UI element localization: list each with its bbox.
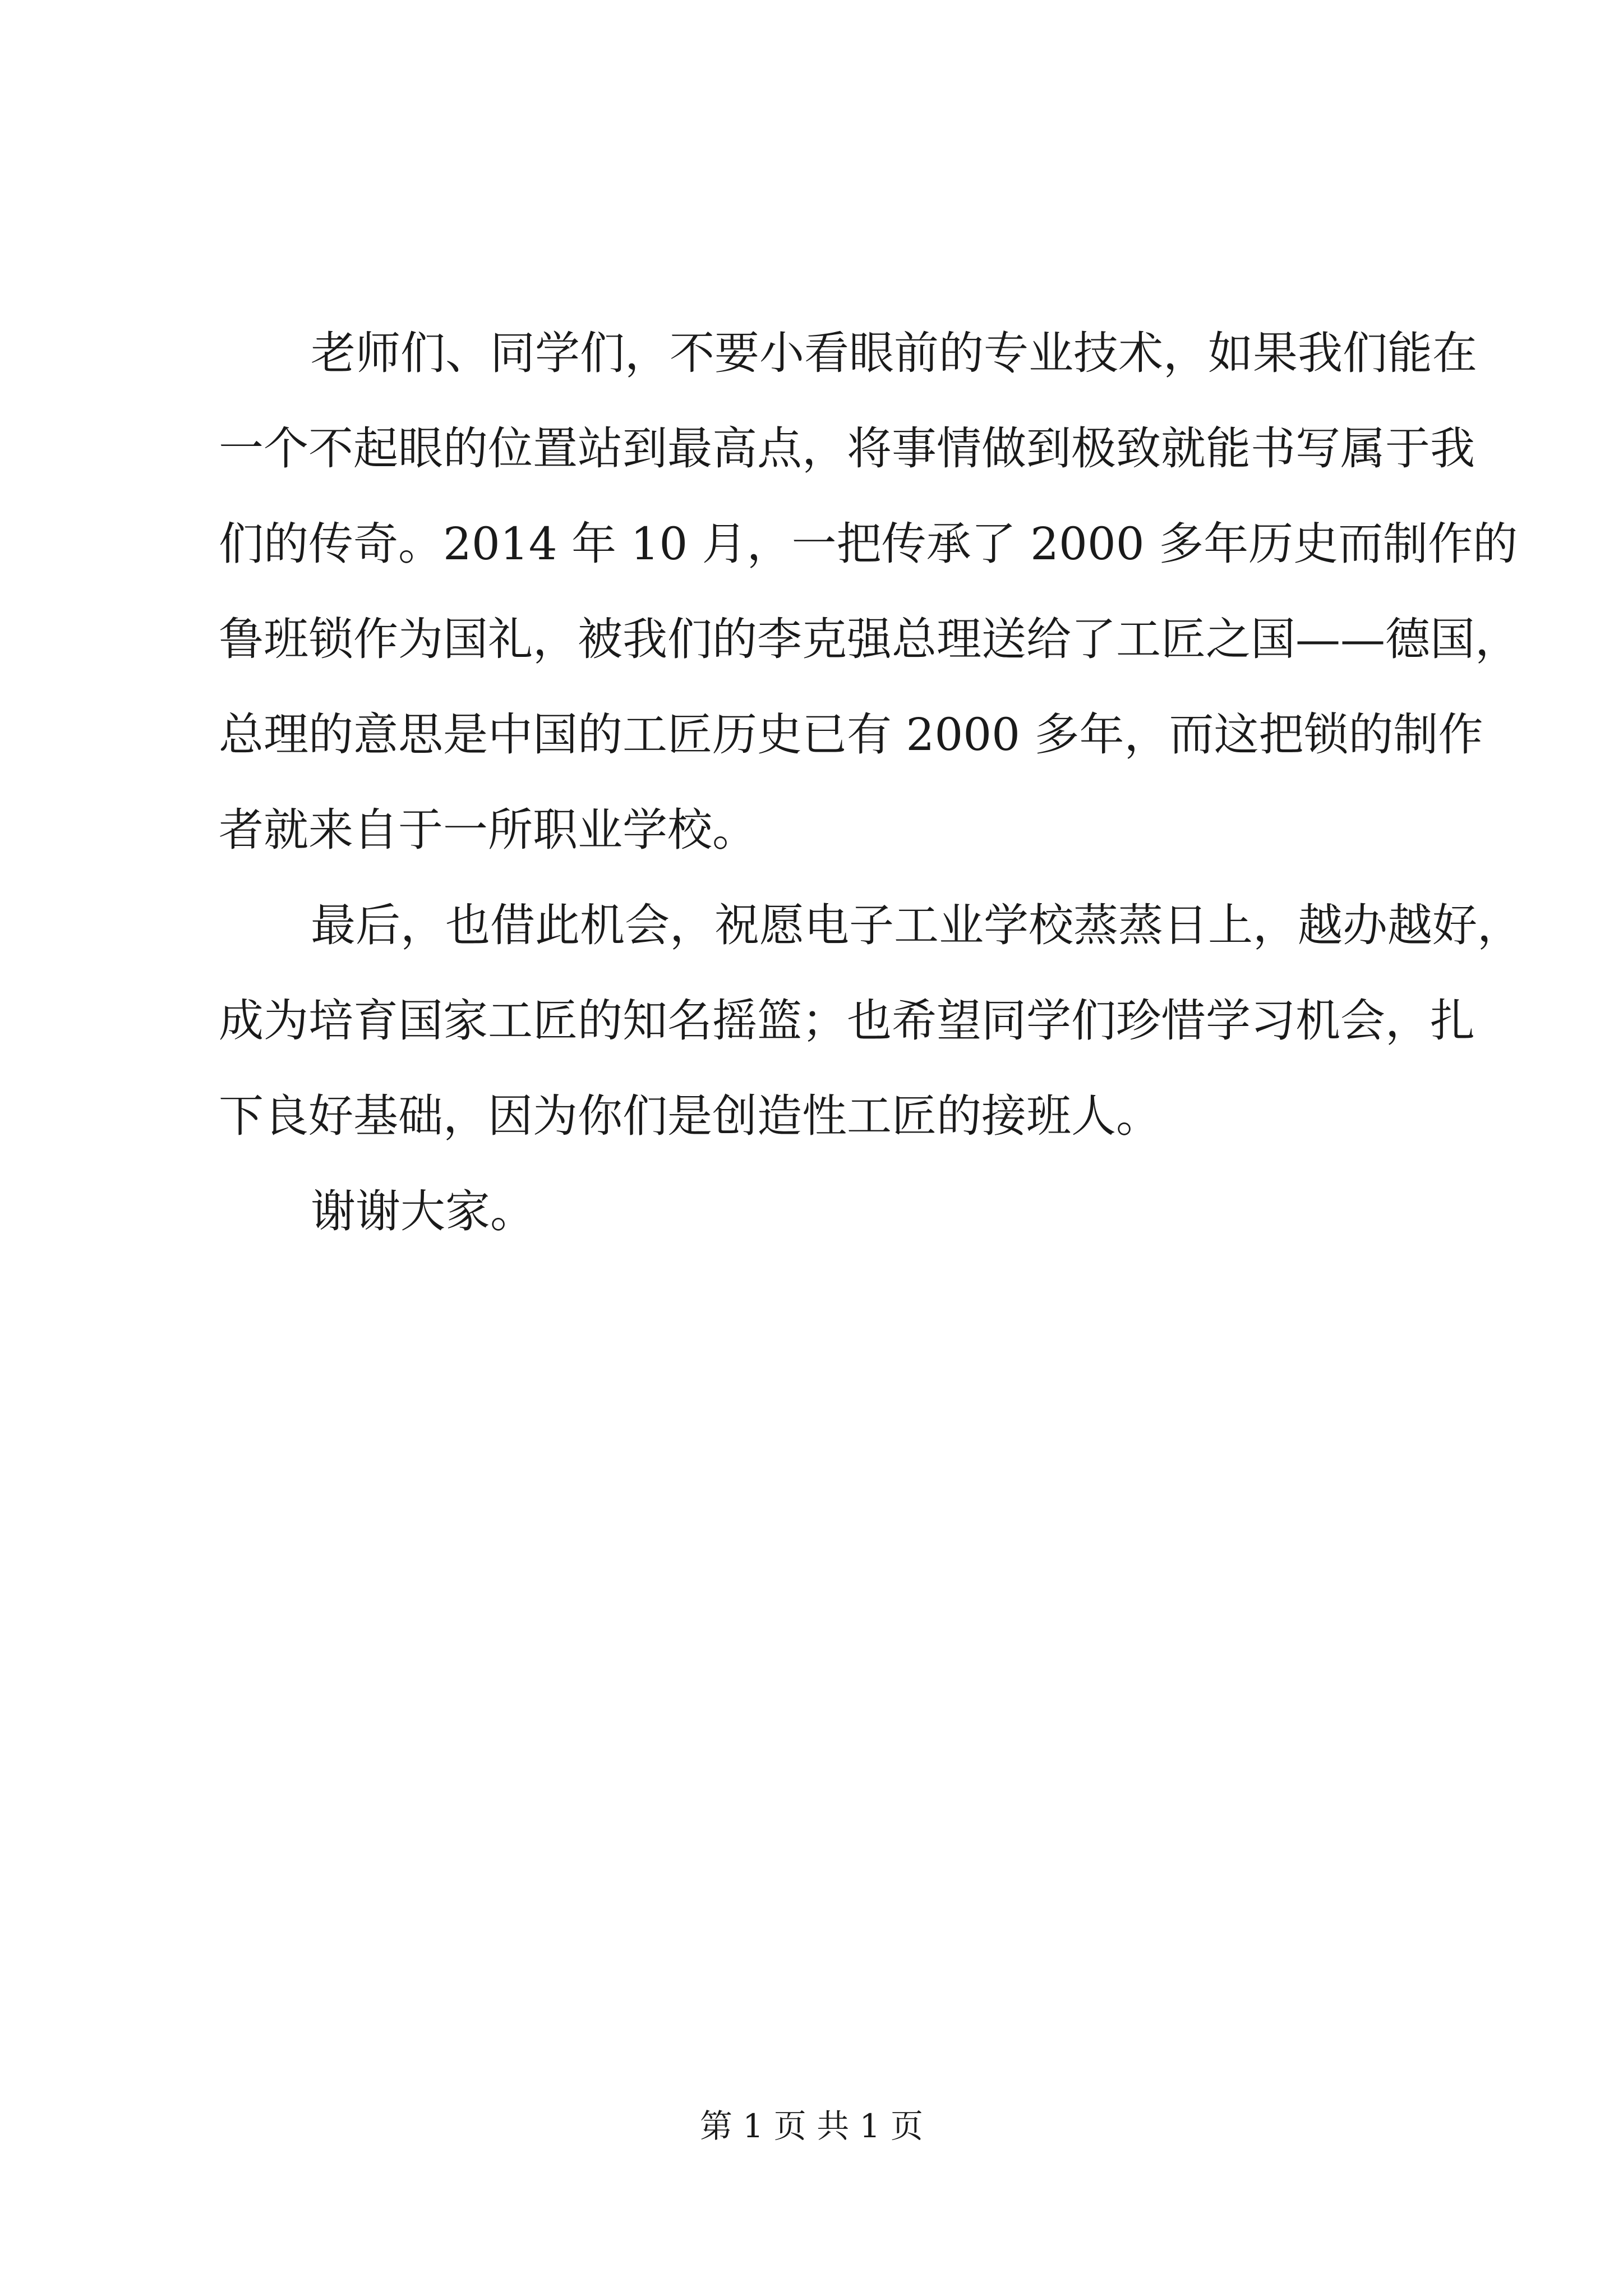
paragraph-1-line-6: 者就来自于一所职业学校。 — [219, 804, 757, 856]
paragraph-1-line-5: 总理的意思是中国的工匠历史已有 2000 多年，而这把锁的制作 — [219, 708, 1483, 761]
paragraph-1-line-1: 老师们、同学们，不要小看眼前的专业技术，如果我们能在 — [311, 327, 1477, 379]
paragraph-1-line-3: 们的传奇。2014 年 10 月，一把传承了 2000 多年历史而制作的 — [219, 518, 1518, 570]
paragraph-2-line-1: 最后，也借此机会，祝愿电子工业学校蒸蒸日上，越办越好， — [311, 899, 1522, 951]
document-body — [219, 306, 1522, 1259]
paragraph-1-line-4: 鲁班锁作为国礼，被我们的李克强总理送给了工匠之国——德国， — [219, 613, 1520, 665]
paragraph-3-line-1: 谢谢大家。 — [311, 1185, 535, 1237]
paragraph-2-line-3: 下良好基础，因为你们是创造性工匠的接班人。 — [219, 1090, 1161, 1142]
paragraph-2-line-2: 成为培育国家工匠的知名摇篮；也希望同学们珍惜学习机会，扎 — [219, 995, 1475, 1047]
page-footer: 第 1 页 共 1 页 — [700, 2107, 923, 2145]
paragraph-1-line-2: 一个不起眼的位置站到最高点，将事情做到极致就能书写属于我 — [219, 422, 1475, 475]
